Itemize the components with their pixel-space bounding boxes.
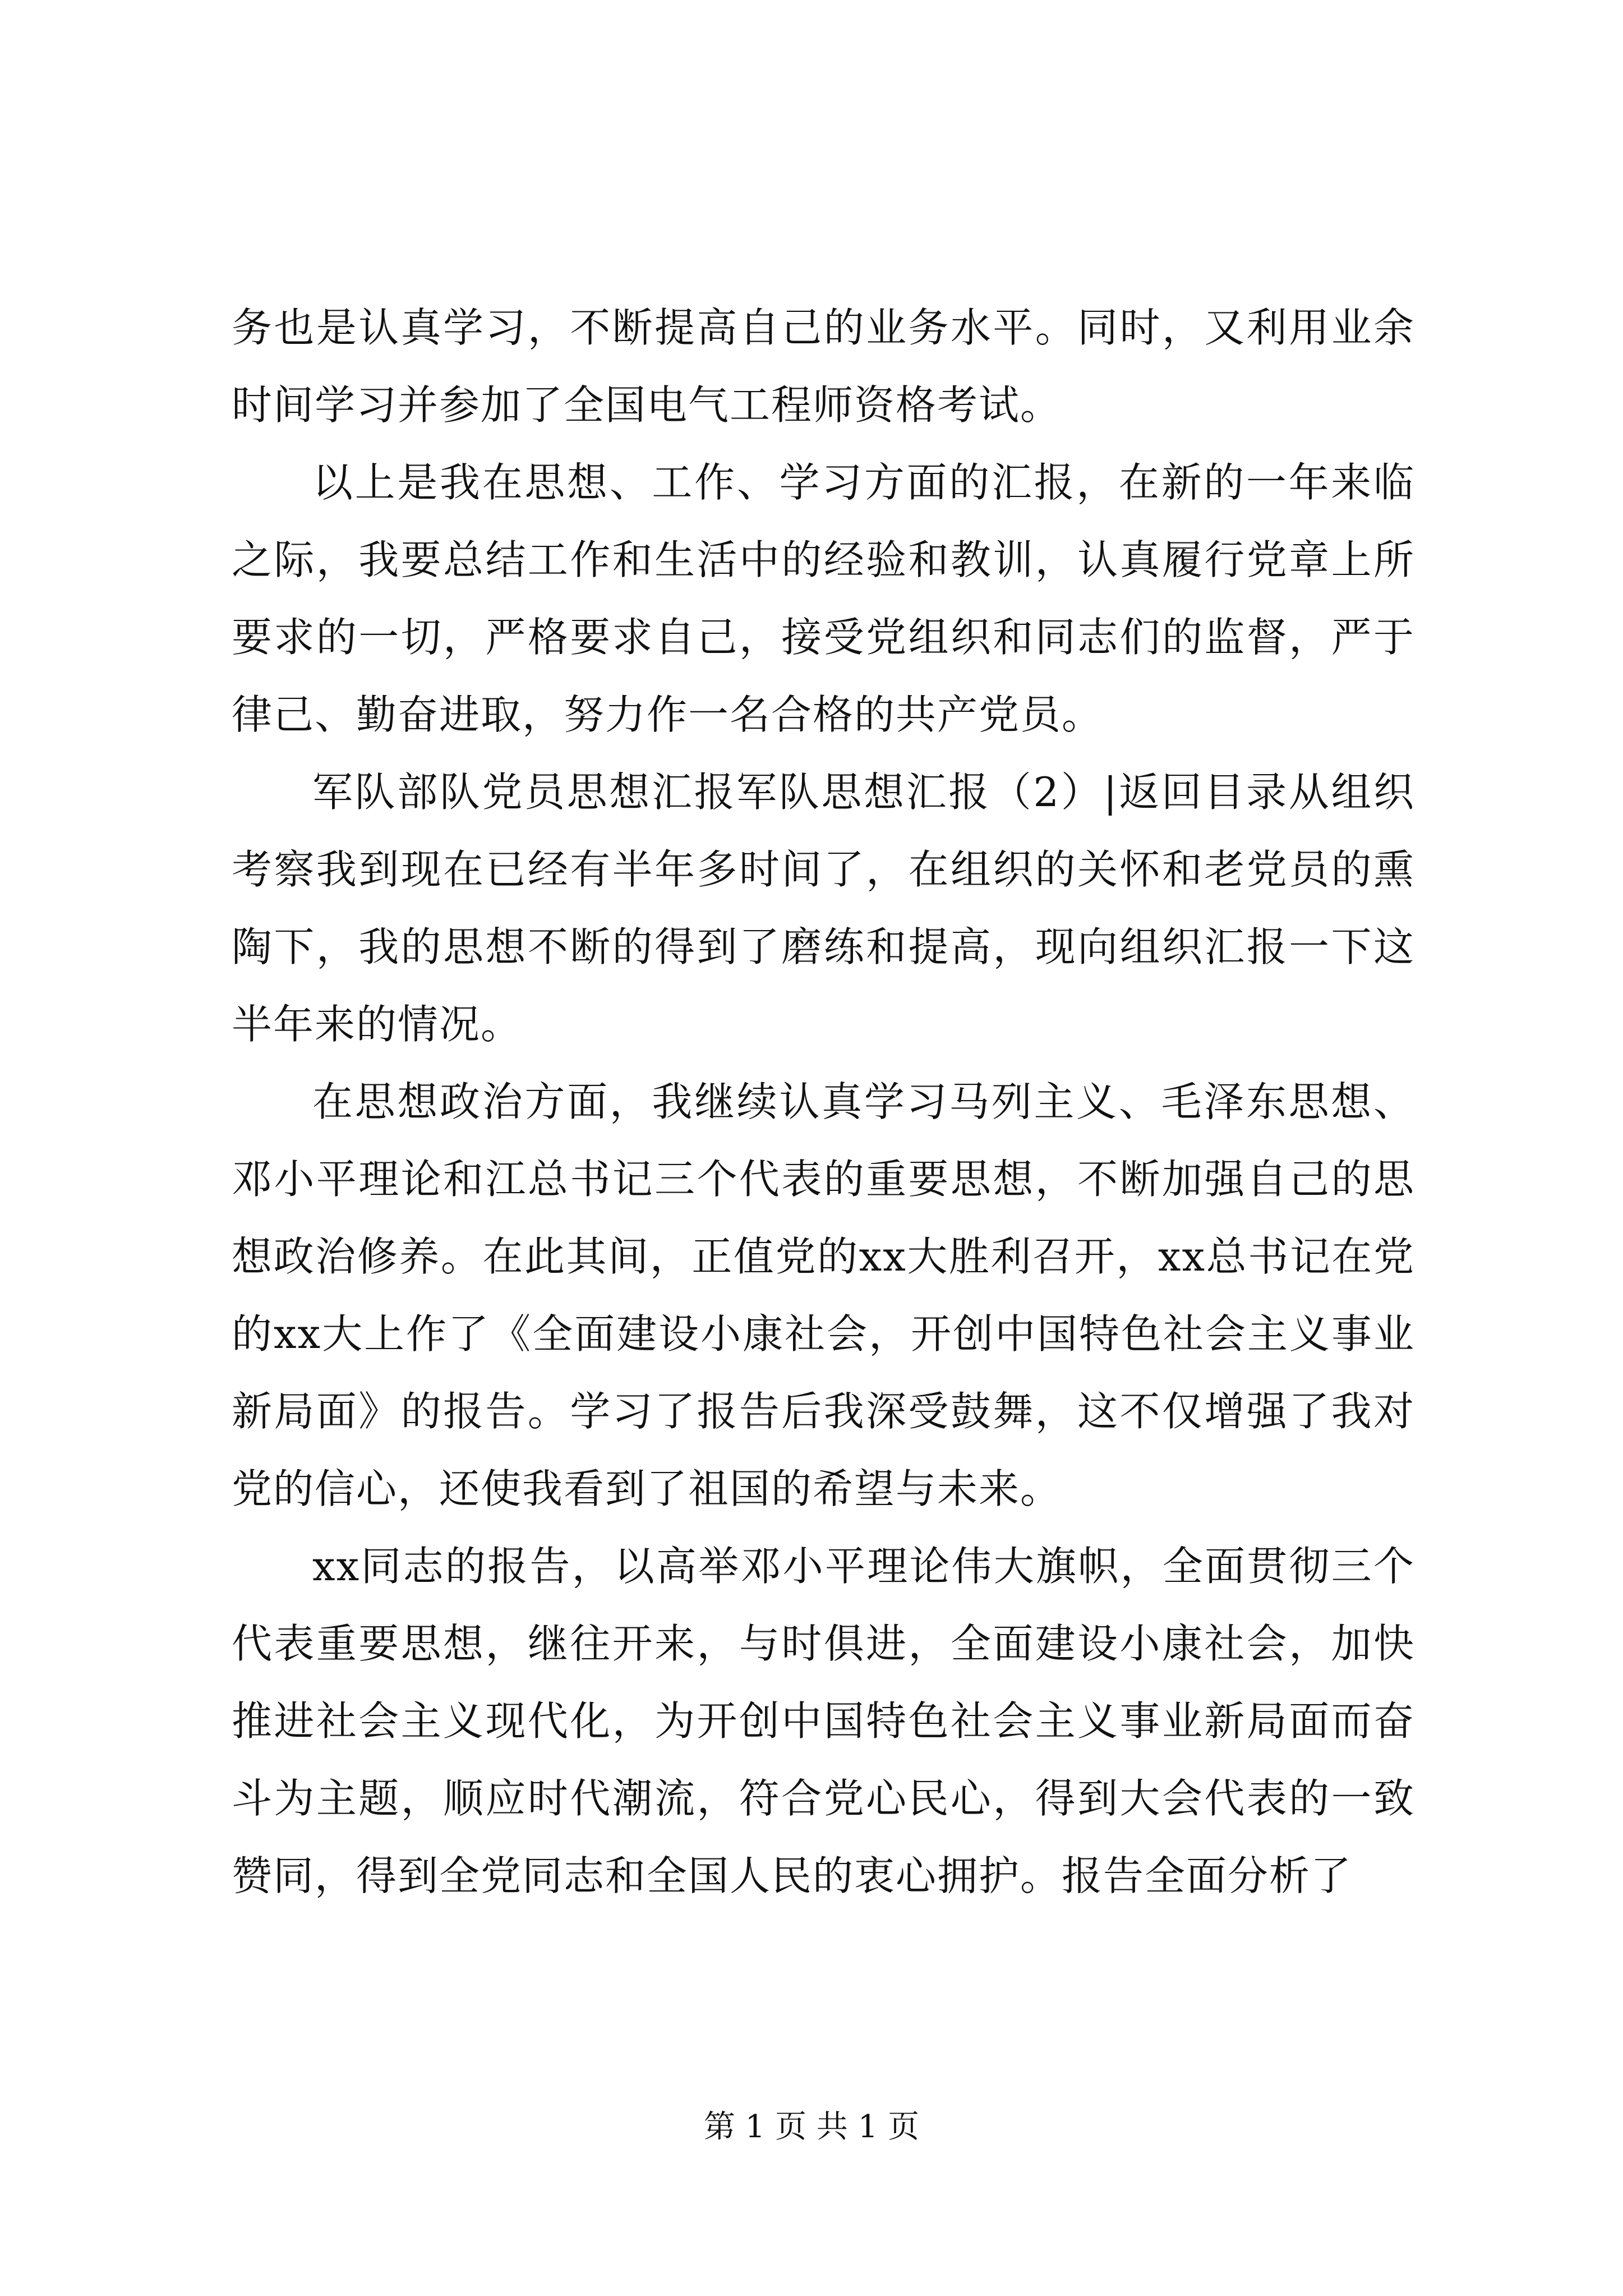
paragraph-2: 以上是我在思想、工作、学习方面的汇报，在新的一年来临之际，我要总结工作和生活中的经验和教训，认真履行党章上所要求的一切，严格要求自己，接受党组织和同志们的监督，严于律己、勤奋进取，努力作一名合格的共产党员。 — [232, 459, 1415, 738]
paragraph-4: 在思想政治方面，我继续认真学习马列主义、毛泽东思想、邓小平理论和江总书记三个代表的重要思想，不断加强自己的思想政治修养。在此其间，正值党的xx大胜利召开，xx总书记在党的xx大上作了《全面建设小康社会，开创中国特色社会主义事业新局面》的报告。学习了报告后我深受鼓舞，这不仅增强了我对党的信心，还使我看到了祖国的希望与未来。 — [232, 1078, 1415, 1512]
paragraph-1: 务也是认真学习，不断提高自己的业务水平。同时，又利用业余时间学习并参加了全国电气工程师资格考试。 — [232, 304, 1415, 429]
document-body — [232, 289, 1415, 1915]
page-footer: 第 1 页 共 1 页 — [703, 2109, 920, 2145]
paragraph-5: xx同志的报告，以高举邓小平理论伟大旗帜，全面贯彻三个代表重要思想，继往开来，与时俱进，全面建设小康社会，加快推进社会主义现代化，为开创中国特色社会主义事业新局面而奋斗为主题，顺应时代潮流，符合党心民心，得到大会代表的一致赞同，得到全党同志和全国人民的衷心拥护。报告全面分析了 — [232, 1543, 1415, 1899]
paragraph-3: 军队部队党员思想汇报军队思想汇报（2）|返回目录从组织考察我到现在已经有半年多时间了，在组织的关怀和老党员的熏陶下，我的思想不断的得到了磨练和提高，现向组织汇报一下这半年来的情况。 — [232, 769, 1415, 1048]
